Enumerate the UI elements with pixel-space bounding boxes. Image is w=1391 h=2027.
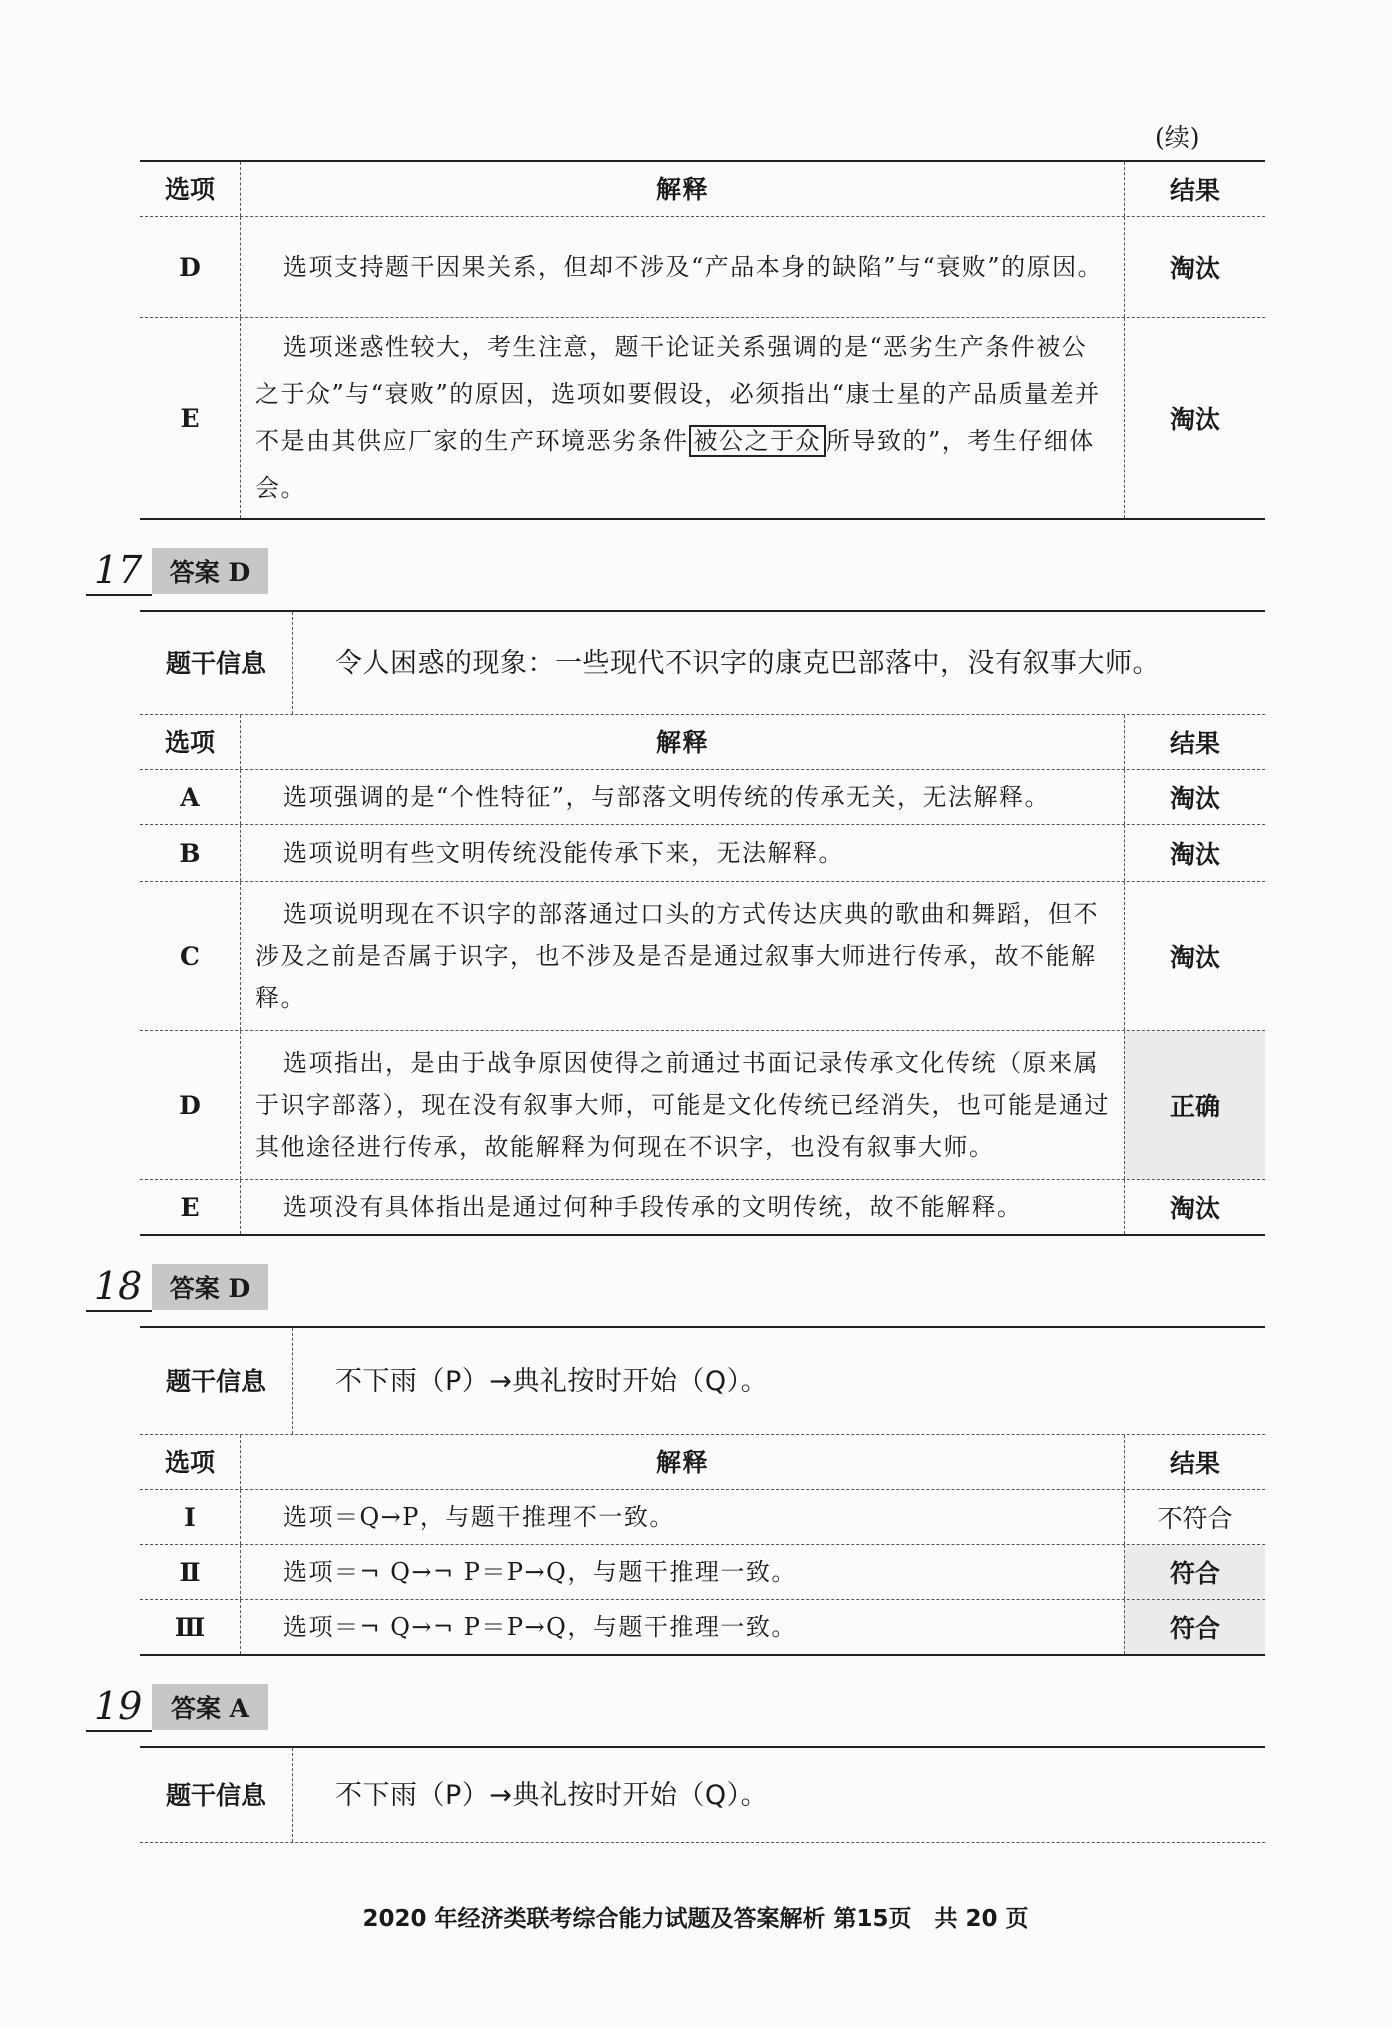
explanation-cell: 选项说明有些文明传统没能传承下来，无法解释。	[283, 839, 844, 867]
question-19-table	[140, 1746, 1265, 1843]
stem-text: 不下雨（P）→典礼按时开始（Q）。	[335, 1365, 769, 1397]
option-cell: A	[140, 770, 241, 824]
continued-label: (续)	[1155, 123, 1200, 152]
header-option: 选项	[140, 715, 241, 769]
underline	[86, 1730, 152, 1732]
table-header	[140, 1435, 1265, 1490]
result-cell-highlighted: 符合	[1124, 1600, 1265, 1654]
result-cell-highlighted: 符合	[1124, 1545, 1265, 1599]
option-cell: C	[140, 882, 241, 1030]
option-cell: D	[140, 217, 241, 317]
table-row	[140, 770, 1265, 825]
result-cell: 不符合	[1124, 1490, 1265, 1544]
question-19-heading	[86, 1684, 271, 1734]
table-row	[140, 882, 1265, 1031]
stem-text: 不下雨（P）→典礼按时开始（Q）。	[335, 1779, 769, 1811]
stem-row	[140, 610, 1265, 715]
stem-text: 令人困惑的现象：一些现代不识字的康克巴部落中，没有叙事大师。	[335, 647, 1160, 679]
table-row	[140, 1490, 1265, 1545]
header-explanation: 解释	[655, 1447, 709, 1477]
stem-row	[140, 1746, 1265, 1843]
header-explanation: 解释	[655, 174, 709, 204]
explanation-cell: 选项＝Q→P，与题干推理不一致。	[283, 1503, 675, 1531]
question-number: 18	[94, 1264, 143, 1308]
explanation-cell: 选项迷惑性较大，考生注意，题干论证关系强调的是“恶劣生产条件被公之于众”与“衰败”的原因，选项如要假设，必须指出“康士星的产品质量差并不是由其供应厂家的生产环境恶劣条件 被公之于众 所导致的”，考生仔细体会。	[255, 333, 1101, 502]
option-cell: B	[140, 825, 241, 881]
header-result: 结果	[1124, 715, 1265, 769]
table-header	[140, 160, 1265, 217]
result-cell-highlighted: 正确	[1124, 1031, 1265, 1179]
underline	[86, 594, 152, 596]
explanation-cell: 选项说明现在不识字的部落通过口头的方式传达庆典的歌曲和舞蹈，但不涉及之前是否属于识字，也不涉及是否是通过叙事大师进行传承，故不能解释。	[255, 900, 1099, 1012]
continued-table	[140, 160, 1265, 520]
answer-badge: 答案 D	[152, 548, 268, 594]
table-row	[140, 1545, 1265, 1600]
option-cell: Ⅱ	[140, 1545, 241, 1599]
stem-label: 题干信息	[140, 1748, 293, 1842]
header-option: 选项	[140, 1435, 241, 1489]
explanation-cell: 选项＝¬ Q→¬ P＝P→Q，与题干推理一致。	[283, 1613, 797, 1641]
answer-badge: 答案 D	[152, 1264, 268, 1310]
header-result: 结果	[1124, 1435, 1265, 1489]
option-cell: E	[140, 1180, 241, 1234]
explanation-cell: 选项强调的是“个性特征”，与部落文明传统的传承无关，无法解释。	[283, 783, 1051, 811]
header-option: 选项	[140, 162, 241, 216]
stem-row	[140, 1326, 1265, 1435]
header-explanation: 解释	[655, 727, 709, 757]
table-row	[140, 1180, 1265, 1236]
explanation-cell: 选项没有具体指出是通过何种手段传承的文明传统，故不能解释。	[283, 1193, 1023, 1221]
result-cell: 淘汰	[1124, 825, 1265, 881]
stem-label: 题干信息	[140, 612, 293, 714]
option-cell: D	[140, 1031, 241, 1179]
explanation-cell: 选项指出，是由于战争原因使得之前通过书面记录传承文化传统（原来属于识字部落），现在没有叙事大师，可能是文化传统已经消失，也可能是通过其他途径进行传承，故能解释为何现在不识字，也没有叙事大师。	[255, 1049, 1110, 1161]
result-cell: 淘汰	[1124, 770, 1265, 824]
page-footer: 2020 年经济类联考综合能力试题及答案解析 第15页 共 20 页	[362, 1906, 1029, 1932]
table-row	[140, 1600, 1265, 1656]
table-row	[140, 318, 1265, 520]
boxed-phrase: 被公之于众	[689, 425, 827, 457]
result-cell: 淘汰	[1124, 217, 1265, 317]
result-cell: 淘汰	[1124, 882, 1265, 1030]
table-row	[140, 825, 1265, 882]
table-header	[140, 715, 1265, 770]
question-18-table	[140, 1326, 1265, 1656]
option-cell: Ⅰ	[140, 1490, 241, 1544]
underline	[86, 1310, 152, 1312]
stem-label: 题干信息	[140, 1328, 293, 1434]
question-number: 19	[94, 1684, 143, 1728]
table-row	[140, 217, 1265, 318]
explanation-cell: 选项＝¬ Q→¬ P＝P→Q，与题干推理一致。	[283, 1558, 797, 1586]
option-cell: Ⅲ	[140, 1600, 241, 1654]
question-number: 17	[94, 548, 143, 592]
header-result: 结果	[1124, 162, 1265, 216]
question-17-heading	[86, 548, 271, 598]
answer-badge: 答案 A	[152, 1684, 268, 1730]
explanation-cell: 选项支持题干因果关系，但却不涉及“产品本身的缺陷”与“衰败”的原因。	[283, 252, 1104, 281]
result-cell: 淘汰	[1124, 1180, 1265, 1234]
question-17-table	[140, 610, 1265, 1236]
question-18-heading	[86, 1264, 271, 1314]
option-cell: E	[140, 318, 241, 518]
result-cell: 淘汰	[1124, 318, 1265, 518]
table-row	[140, 1031, 1265, 1180]
